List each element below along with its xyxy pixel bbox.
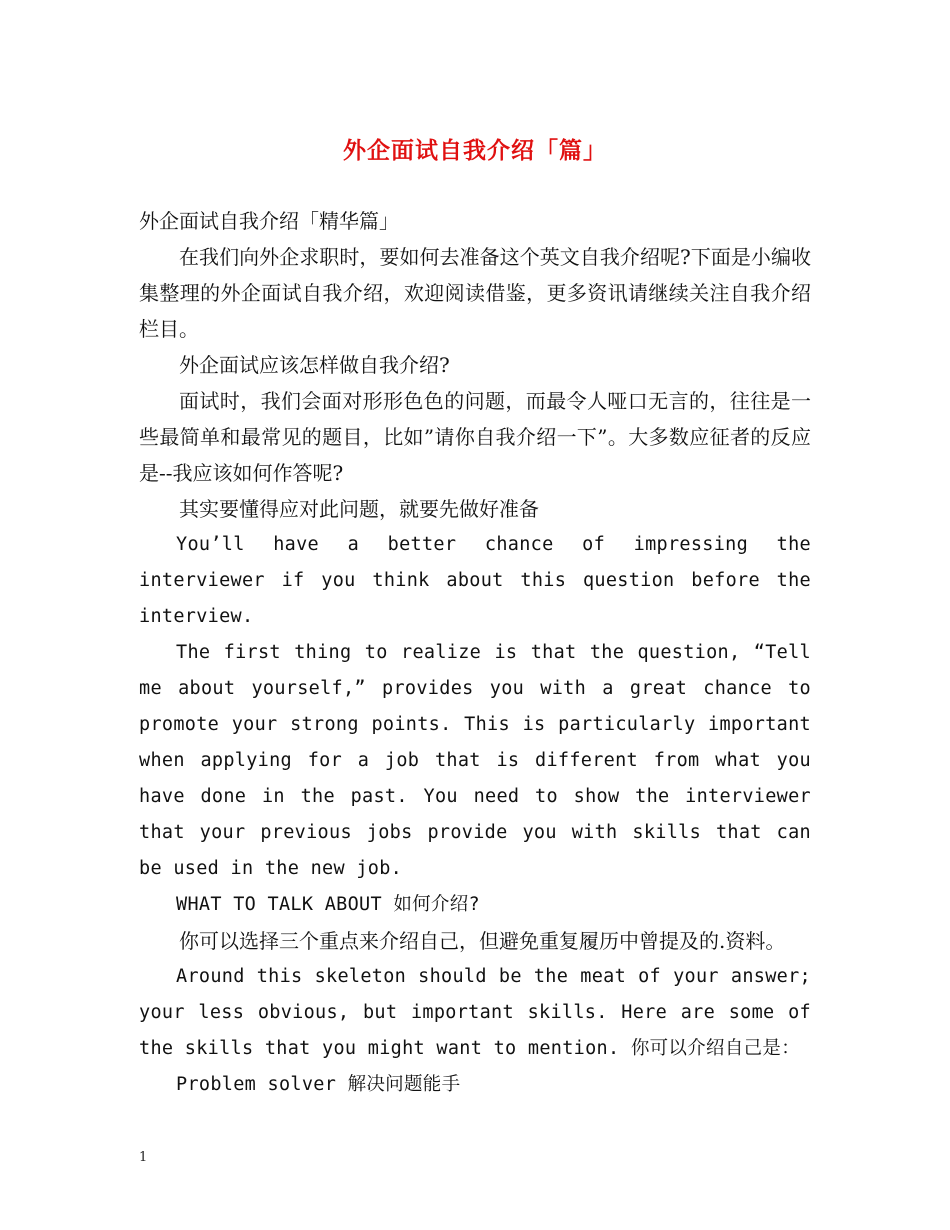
document-subtitle: 外企面试自我介绍「精华篇」 [139,209,399,233]
paragraph-interview-context: 面试时，我们会面对形形色色的问题，而最令人哑口无言的，往往是一些最简单和最常见的题目，比如”请你自我介绍一下”。大多数应征者的反应是--我应该如何作答呢? [139,389,811,485]
paragraph-skeleton: Around this skeleton should be the meat of your answer; your less obvious, but important skills. Here are some of the skills that you might want to mention. 你可以介绍自己是： [139,966,811,1059]
paragraph-what-to-talk-about: WHAT TO TALK ABOUT 如何介绍? [176,894,480,915]
page-number: 1 [139,1150,148,1165]
paragraph-better-chance: You’ll have a better chance of impressing the interviewer if you think about this question before the interview. [139,534,811,627]
paragraph-first-thing: The first thing to realize is that the question, “Tell me about yourself,” provides you with a great chance to promote your strong points. This is particularly important when applying for a job that is different from what you have done in the past. You need to show the interviewer that your previous jobs provide you with skills that can be used in the new job. [139,642,811,879]
paragraph-question: 外企面试应该怎样做自我介绍? [179,353,450,377]
paragraph-intro: 在我们向外企求职时，要如何去准备这个英文自我介绍呢?下面是小编收集整理的外企面试自我介绍，欢迎阅读借鉴，更多资讯请继续关注自我介绍栏目。 [139,245,811,341]
paragraph-problem-solver: Problem solver 解决问题能手 [176,1074,461,1095]
paragraph-three-points: 你可以选择三个重点来介绍自己，但避免重复履历中曾提及的.资料。 [179,929,786,953]
document-title: 外企面试自我介绍「篇」 [343,137,607,164]
document-body [139,203,811,1103]
paragraph-prepare: 其实要懂得应对此问题，就要先做好准备 [179,497,539,521]
